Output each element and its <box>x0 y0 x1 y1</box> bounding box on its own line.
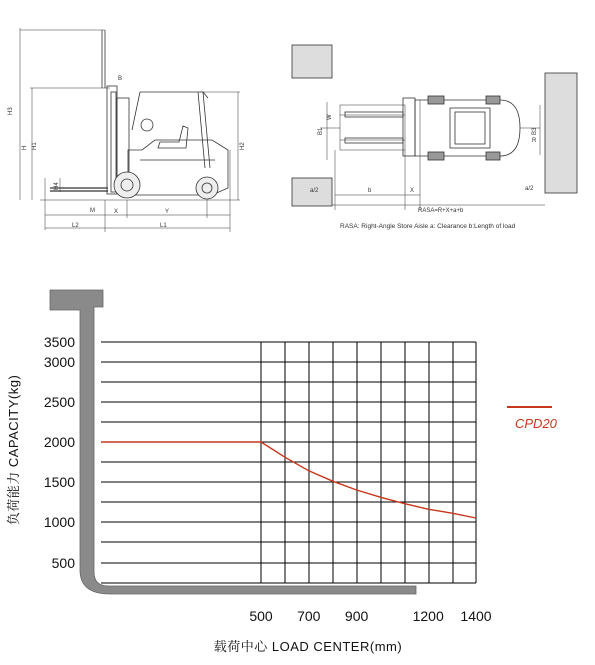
y-tick-label: 1000 <box>43 514 75 530</box>
chart-series <box>101 442 476 518</box>
chart-y-ticks <box>44 334 75 571</box>
dim-b1-label: B1 <box>318 127 324 135</box>
dim-h1-label: H1 <box>32 142 38 150</box>
y-tick-label: 3000 <box>43 354 75 370</box>
dim-b3-label: B3 <box>532 127 538 135</box>
forklift-side-view <box>20 28 240 232</box>
dim-x-top-label: X <box>410 188 415 194</box>
shelf-right <box>545 73 577 193</box>
dim-a-half-right-label: a/2 <box>525 186 534 192</box>
dim-m-label: M <box>90 208 95 214</box>
dim-b-label: B <box>118 76 123 82</box>
dim-r-label: R <box>532 138 537 144</box>
y-tick-label: 3500 <box>43 334 75 350</box>
top-view-dimension-labels <box>310 114 538 230</box>
dim-x-label: X <box>114 209 119 215</box>
dim-y-label: Y <box>165 209 170 215</box>
forklift-top-view <box>292 45 577 210</box>
x-axis-title: 载荷中心 LOAD CENTER(mm) <box>213 639 403 654</box>
chart-grid <box>101 342 476 583</box>
y-axis-title: 负荷能力 CAPACITY(kg) <box>6 374 21 526</box>
y-tick-label: 2500 <box>43 394 75 410</box>
x-tick-label: 700 <box>297 608 321 624</box>
x-tick-label: 1400 <box>460 608 492 624</box>
x-tick-label: 500 <box>249 608 273 624</box>
dim-b-load-label: b <box>368 188 372 194</box>
shelf-top-left <box>292 45 332 78</box>
series-line-cpd20 <box>101 442 476 518</box>
dim-a-half-left-label: a/2 <box>310 188 319 194</box>
x-tick-label: 1200 <box>412 608 444 624</box>
dim-h-label: H <box>22 145 28 150</box>
chart-x-ticks <box>249 608 491 624</box>
dim-h4-label: H4 <box>54 182 60 190</box>
dim-w-label: W <box>327 114 333 120</box>
y-tick-label: 500 <box>51 555 75 571</box>
legend-label-cpd20: CPD20 <box>515 416 557 431</box>
dim-h3-label: H3 <box>8 107 14 115</box>
rasa-formula: RASA=R+X+a+b <box>418 208 464 214</box>
dim-h2-label: H2 <box>240 142 246 150</box>
y-tick-label: 2000 <box>43 434 75 450</box>
dim-l1-label: L1 <box>160 223 167 229</box>
rasa-caption: RASA: Right-Angle Store Aisle a: Clearance b:Length of load <box>340 223 516 230</box>
y-tick-label: 1500 <box>43 474 75 490</box>
x-tick-label: 900 <box>344 608 369 624</box>
dim-l2-label: L2 <box>72 223 79 229</box>
